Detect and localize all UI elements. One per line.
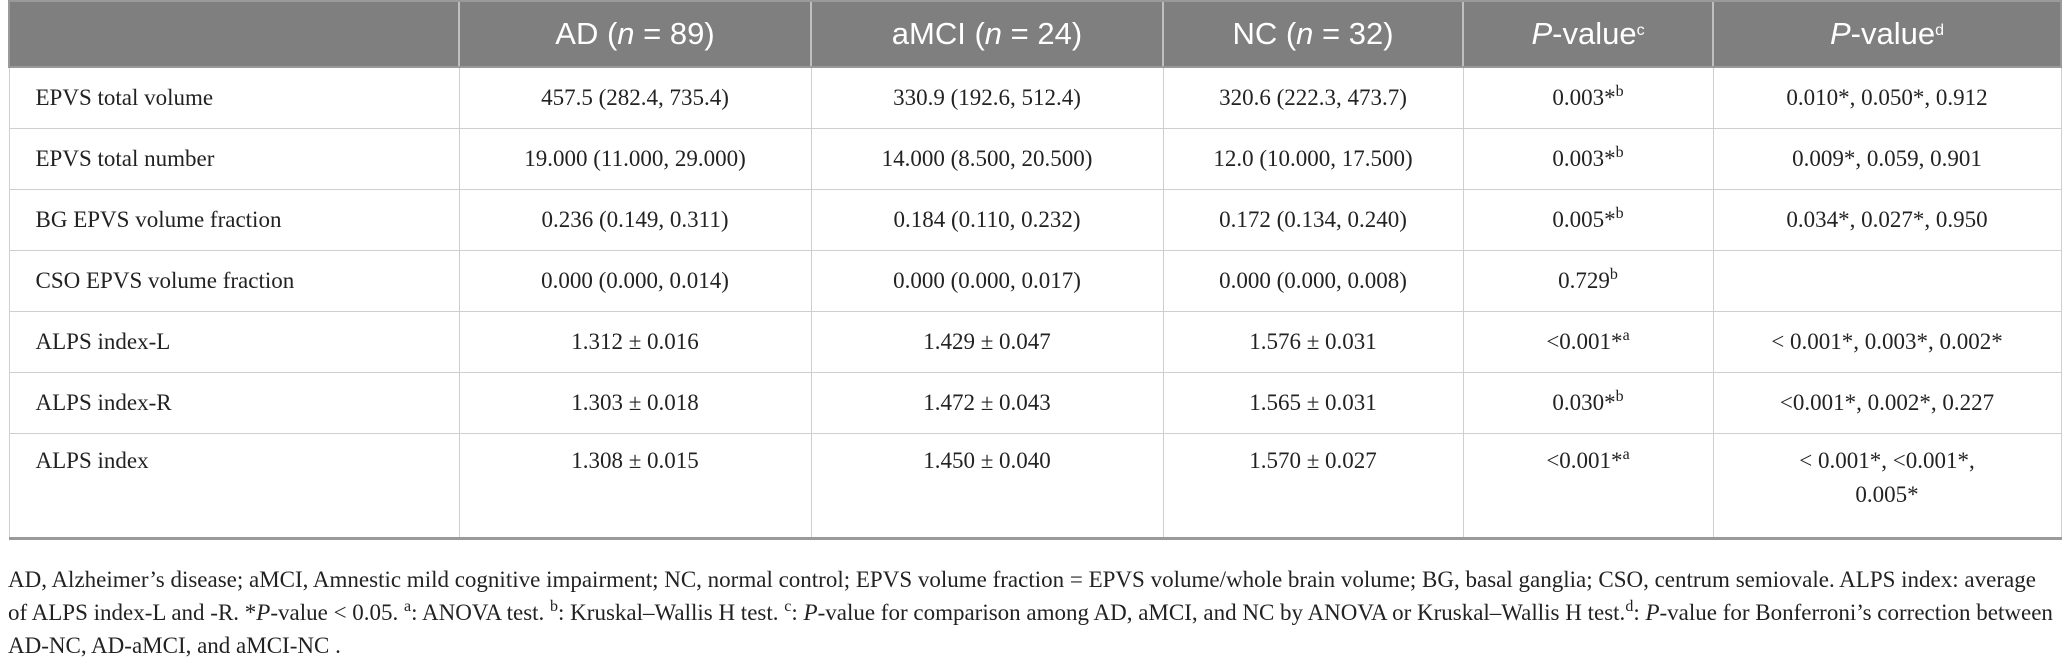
row-label: ALPS index-L — [9, 312, 459, 373]
cell-ad: 0.236 (0.149, 0.311) — [459, 190, 811, 251]
header-nc: NC (n = 32) — [1163, 1, 1463, 67]
cell-p-value-d: < 0.001*, 0.003*, 0.002* — [1713, 312, 2061, 373]
table-row — [9, 190, 2061, 251]
cell-ad: 19.000 (11.000, 29.000) — [459, 129, 811, 190]
cell-ad: 457.5 (282.4, 735.4) — [459, 67, 811, 129]
cell-amci: 1.472 ± 0.043 — [811, 373, 1163, 434]
row-label: BG EPVS volume fraction — [9, 190, 459, 251]
cell-nc: 0.000 (0.000, 0.008) — [1163, 251, 1463, 312]
cell-p-value-d: 0.010*, 0.050*, 0.912 — [1713, 67, 2061, 129]
cell-nc: 1.565 ± 0.031 — [1163, 373, 1463, 434]
table-row — [9, 251, 2061, 312]
cell-amci: 0.184 (0.110, 0.232) — [811, 190, 1163, 251]
cell-nc: 320.6 (222.3, 473.7) — [1163, 67, 1463, 129]
cell-nc: 12.0 (10.000, 17.500) — [1163, 129, 1463, 190]
cell-p-value-d — [1713, 251, 2061, 312]
cell-p-value-c: 0.003*$^b$ — [1463, 129, 1713, 190]
row-label: EPVS total number — [9, 129, 459, 190]
cell-p-value-c: 0.003*$^b$ — [1463, 67, 1713, 129]
row-label: CSO EPVS volume fraction — [9, 251, 459, 312]
cell-p-value-c: <0.001*$^a$ — [1463, 312, 1713, 373]
table-row — [9, 67, 2061, 129]
row-label: ALPS index-R — [9, 373, 459, 434]
cell-ad: 0.000 (0.000, 0.014) — [459, 251, 811, 312]
cell-p-value-c: 0.729$^b$ — [1463, 251, 1713, 312]
header-p-value-d: P-value$^d$ — [1713, 1, 2061, 67]
results-table — [8, 0, 2062, 540]
cell-ad: 1.312 ± 0.016 — [459, 312, 811, 373]
table-row — [9, 373, 2061, 434]
cell-p-value-d: 0.009*, 0.059, 0.901 — [1713, 129, 2061, 190]
cell-p-value-d: <0.001*, 0.002*, 0.227 — [1713, 373, 2061, 434]
cell-amci: 1.429 ± 0.047 — [811, 312, 1163, 373]
header-blank — [9, 1, 459, 67]
cell-p-value-c: <0.001*$^a$ — [1463, 434, 1713, 539]
cell-p-value-d — [1713, 434, 2061, 539]
cell-ad: 1.308 ± 0.015 — [459, 434, 811, 539]
cell-amci: 1.450 ± 0.040 — [811, 434, 1163, 539]
cell-p-value-d-line1: < 0.001*, <0.001*, — [1799, 448, 1975, 473]
cell-nc: 0.172 (0.134, 0.240) — [1163, 190, 1463, 251]
cell-nc: 1.570 ± 0.027 — [1163, 434, 1463, 539]
header-amci: aMCI (n = 24) — [811, 1, 1163, 67]
cell-amci: 0.000 (0.000, 0.017) — [811, 251, 1163, 312]
table-footnote: AD, Alzheimer’s disease; aMCI, Amnestic mild cognitive impairment; NC, normal control; EPVS volume fraction = EPVS volume/whole brain volume; BG, basal ganglia; CSO, centrum semiovale. ALPS index: average of ALPS index-L and -R. *P-value < 0.05. $^a$: ANOVA test. $^b$: Kruskal–Wallis H test. $^c$: P-value for comparison among AD, aMCI, and NC by ANOVA or Kruskal–Wallis H test.$^d$: P-value for Bonferroni’s correction between AD-NC, AD-aMCI, and aMCI-NC . — [8, 567, 2053, 658]
cell-amci: 14.000 (8.500, 20.500) — [811, 129, 1163, 190]
cell-ad: 1.303 ± 0.018 — [459, 373, 811, 434]
row-label: ALPS index — [9, 434, 459, 539]
table-row — [9, 434, 2061, 539]
cell-p-value-d-line2: 0.005* — [1855, 482, 1919, 507]
header-ad: AD (n = 89) — [459, 1, 811, 67]
cell-amci: 330.9 (192.6, 512.4) — [811, 67, 1163, 129]
header-row — [9, 1, 2061, 67]
row-label: EPVS total volume — [9, 67, 459, 129]
cell-p-value-d: 0.034*, 0.027*, 0.950 — [1713, 190, 2061, 251]
cell-p-value-c: 0.005*$^b$ — [1463, 190, 1713, 251]
table-row — [9, 129, 2061, 190]
cell-p-value-c: 0.030*$^b$ — [1463, 373, 1713, 434]
table-row — [9, 312, 2061, 373]
header-p-value-c: P-value$^c$ — [1463, 1, 1713, 67]
cell-nc: 1.576 ± 0.031 — [1163, 312, 1463, 373]
table-container — [8, 0, 2060, 540]
